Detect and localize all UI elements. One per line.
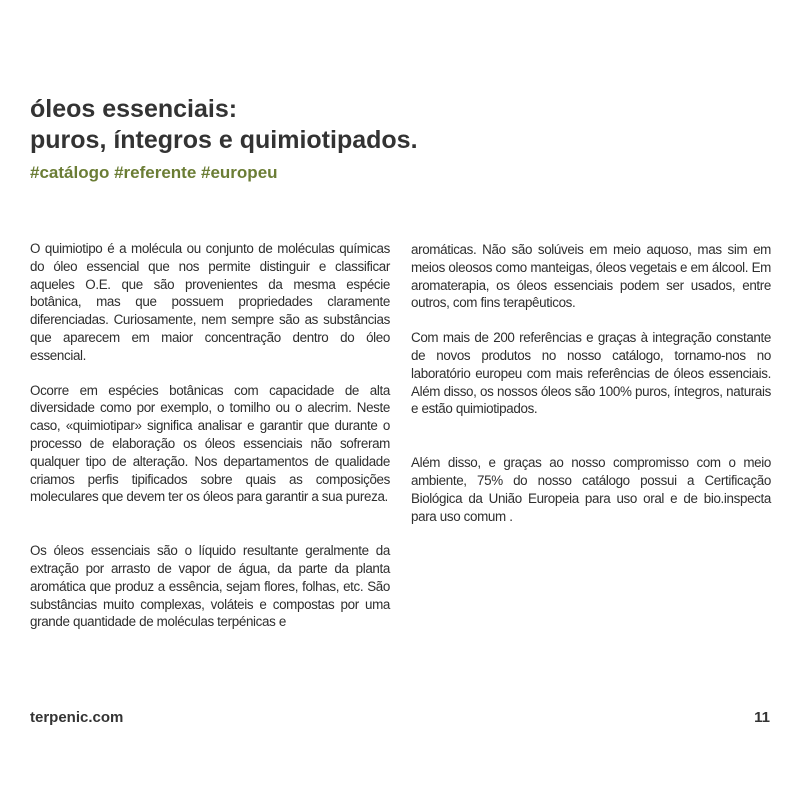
right-column bbox=[411, 241, 771, 525]
paragraph-right-3: Além disso, e graças ao nosso compromisso com o meio ambiente, 75% do nosso catálogo possui a Certificação Biológica da União Europeia para uso oral e de bio.inspecta para uso comum . bbox=[411, 455, 771, 524]
page-number: 11 bbox=[754, 709, 770, 726]
title-line-2: puros, íntegros e quimiotipados. bbox=[30, 126, 418, 154]
paragraph-left-2: Ocorre em espécies botânicas com capacidade de alta diversidade como por exemplo, o tomilho ou o alecrim. Neste caso, «quimiotipar» significa analisar e garantir que durante o processo de elaboração os óleos essenciais não sofreram qualquer tipo de alteração. Nos departamentos de qualidade criamos perfis tipificados sobre quais as composições moleculares que devem ter os óleos para garantir a sua pureza. bbox=[30, 382, 390, 505]
paragraph-right-1: aromáticas. Não são solúveis em meio aquoso, mas sim em meios oleosos como manteigas, óleos vegetais e em álcool. Em aromaterapia, os óleos essenciais podem ser usados, entre outros, com fins terapêuticos. bbox=[411, 242, 771, 311]
left-column bbox=[30, 240, 390, 631]
paragraph-right-2: Com mais de 200 referências e graças à integração constante de novos produtos no nosso catálogo, tornamo-nos no laboratório europeu com mais referências de óleos essenciais. Além disso, os nossos óleos são 100% puros, íntegros, naturais e estão quimiotipados. bbox=[411, 330, 771, 417]
footer-website: terpenic.com bbox=[30, 709, 124, 726]
page-title bbox=[30, 94, 550, 156]
paragraph-left-3: Os óleos essenciais são o líquido resultante geralmente da extração por arrasto de vapor de água, da parte da planta aromática que produz a essência, sejam flores, folhas, etc. São substâncias muito complexas, voláteis e compostas por uma grande quantidade de moléculas terpénicas e bbox=[30, 543, 390, 630]
title-line-1: óleos essenciais: bbox=[30, 95, 238, 123]
paragraph-left-1: O quimiotipo é a molécula ou conjunto de moléculas químicas do óleo essencial que nos permite distinguir e classificar aqueles O.E. que são provenientes da mesma espécie botânica, mas que possuem propriedades claramente diferenciadas. Curiosamente, nem sempre são as substâncias que aparecem em maior concentração dentro do óleo essencial. bbox=[30, 241, 390, 363]
hashtags: #catálogo #referente #europeu bbox=[30, 163, 278, 182]
